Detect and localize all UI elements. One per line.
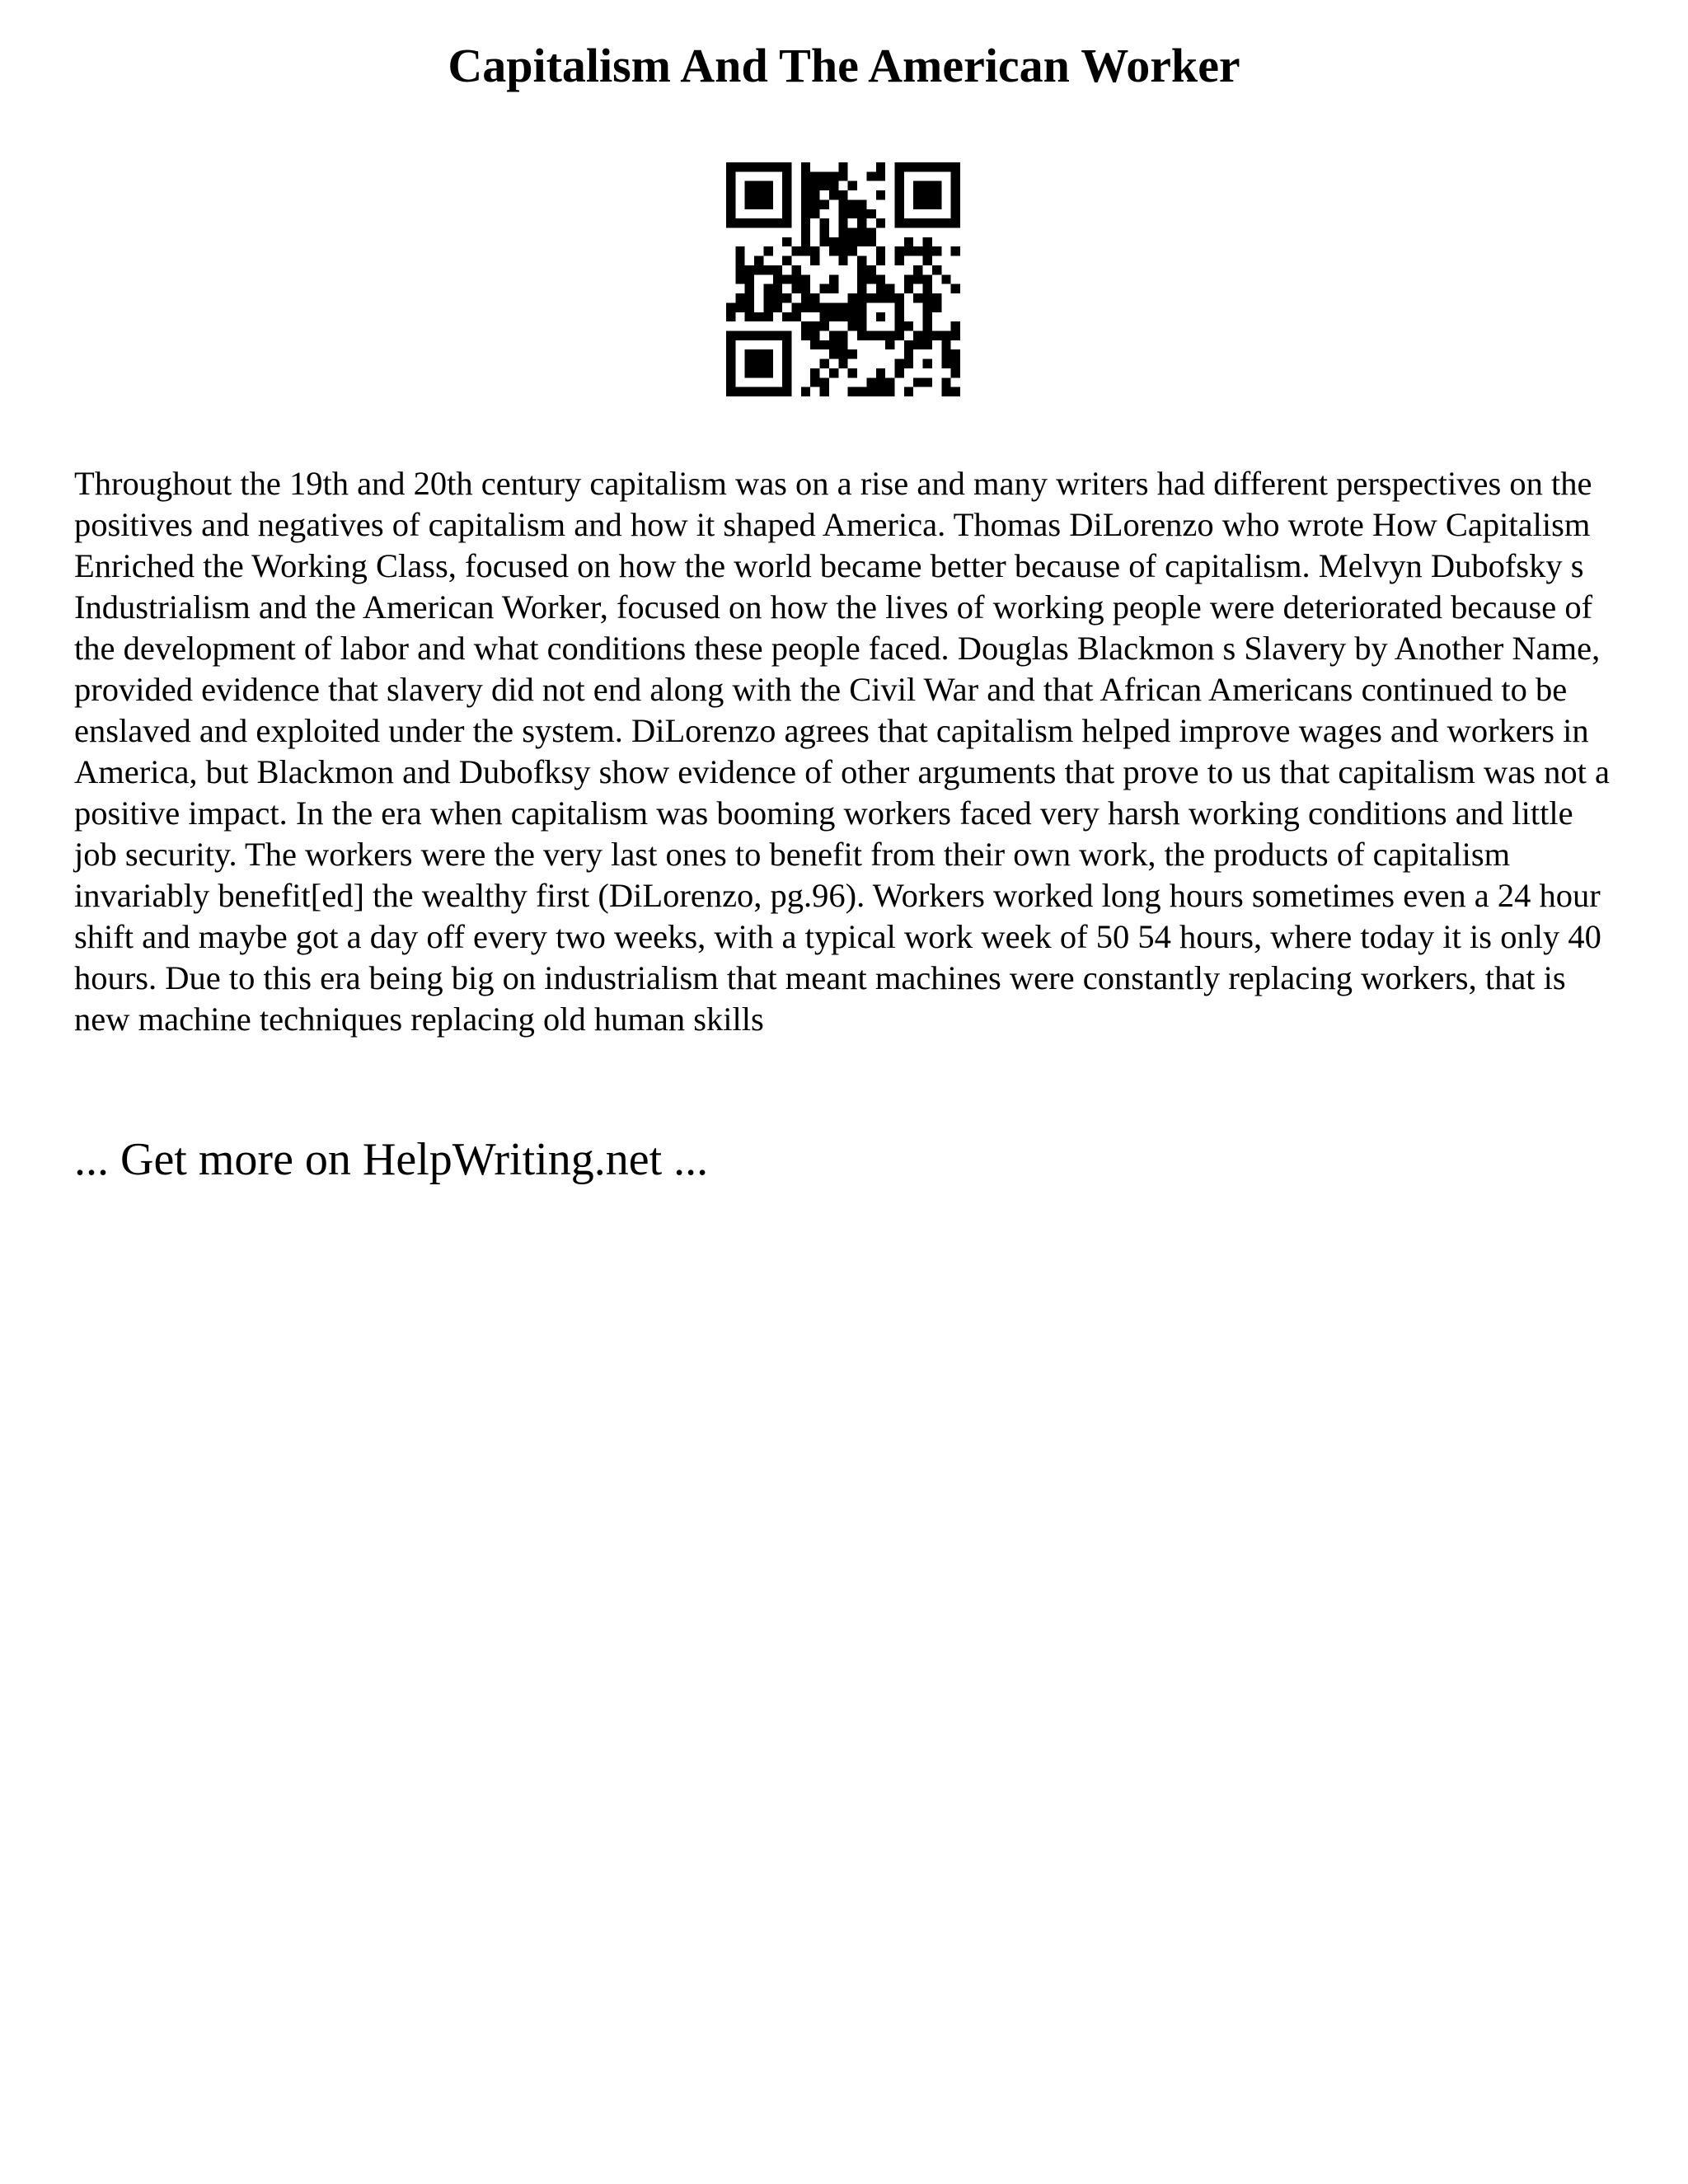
qr-code-icon [726,162,960,396]
document-title: Capitalism And The American Worker [448,39,1240,92]
get-more-link[interactable]: ... Get more on HelpWriting.net ... [74,1134,709,1185]
body-paragraph: Throughout the 19th and 20th century capitalism was on a rise and many writers had different perspectives on the positives and negatives of capitalism and how it shaped America. Thomas DiLorenzo who wrote How Capitalism Enriched the Working Class, focused on how the world became better because of capitalism. Melvyn Dubofsky s Industrialism and the American Worker, focused on how the lives of working people were deteriorated because of the development of labor and what conditions these people faced. Douglas Blackmon s Slavery by Another Name, provided evidence that slavery did not end along with the Civil War and that African Americans continued to be enslaved and exploited under the system. DiLorenzo agrees that capitalism helped improve wages and workers in America, but Blackmon and Dubofksy show evidence of other arguments that prove to us that capitalism was not a positive impact. In the era when capitalism was booming workers faced very harsh working conditions and little job security. The workers were the very last ones to benefit from their own work, the products of capitalism invariably benefit[ed] the wealthy first (DiLorenzo, pg.96). Workers worked long hours sometimes even a 24 hour shift and maybe got a day off every two weeks, with a typical work week of 50 54 hours, where today it is only 40 hours. Due to this era being big on industrialism that meant machines were constantly replacing workers, that is new machine techniques replacing old human skills [74,465,1610,1038]
